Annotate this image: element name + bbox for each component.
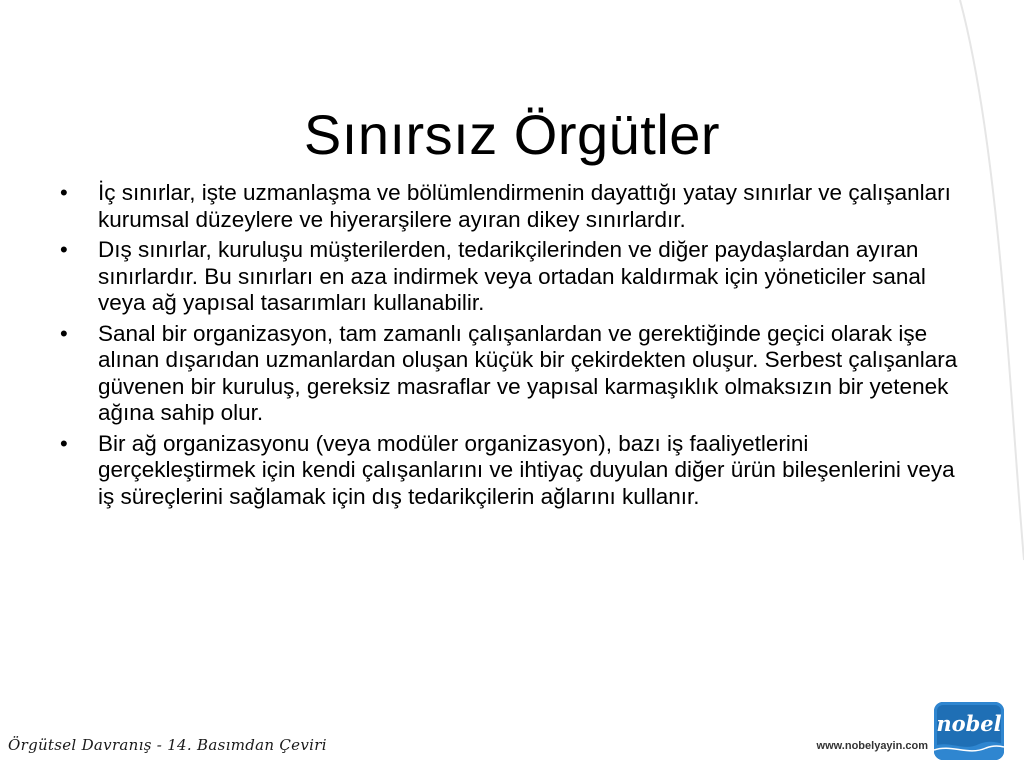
bullet-text: Bir ağ organizasyonu (veya modüler organizasyon), bazı iş faaliyetlerini gerçekleştirmek için kendi çalışanlarını ve ihtiyaç duyulan diğer ürün bileşenlerini veya iş süreçlerini sağlamak için dış tedarikçilerin ağlarını kullanır. [98, 430, 955, 509]
logo-text: nobel [936, 711, 1002, 736]
bullet-item-external-boundaries [60, 237, 960, 317]
logo-wave-icon [934, 738, 1004, 760]
bullet-icon: • [60, 430, 68, 456]
footer-book-title: Örgütsel Davranış - 14. Basımdan Çeviri [8, 736, 327, 754]
bullet-item-network-organization [60, 431, 960, 511]
slide-title: Sınırsız Örgütler [303, 102, 721, 166]
bullet-list [60, 180, 960, 514]
bullet-icon: • [60, 237, 68, 262]
bullet-text: Sanal bir organizasyon, tam zamanlı çalışanlardan ve gerektiğinde geçici olarak işe alınan dışarıdan uzmanlardan oluşan küçük bir çekirdekten oluşur. Serbest çalışanlara güvenen bir kuruluş, gereksiz masraflar ve yapısal karmaşıklık olmaksızın bir yetenek ağına sahip olur. [98, 320, 958, 425]
bullet-icon: • [60, 320, 68, 346]
bullet-text: Dış sınırlar, kuruluşu müşterilerden, tedarikçilerinden ve diğer paydaşlardan ayıran sınırlardır. Bu sınırları en aza indirmek veya ortadan kaldırmak için yöneticiler sanal veya ağ yapısal tasarımları kullanabilir. [98, 237, 926, 315]
bullet-icon: • [60, 180, 68, 205]
nobel-logo [934, 702, 1004, 760]
bullet-text: İç sınırlar, işte uzmanlaşma ve bölümlendirmenin dayattığı yatay sınırlar ve çalışanları kurumsal düzeylere ve hiyerarşilere ayıran dikey sınırlardır. [98, 180, 951, 232]
footer-website: www.nobelyayin.com [816, 740, 928, 752]
bullet-item-internal-boundaries [60, 180, 960, 233]
bullet-item-virtual-organization [60, 321, 960, 427]
